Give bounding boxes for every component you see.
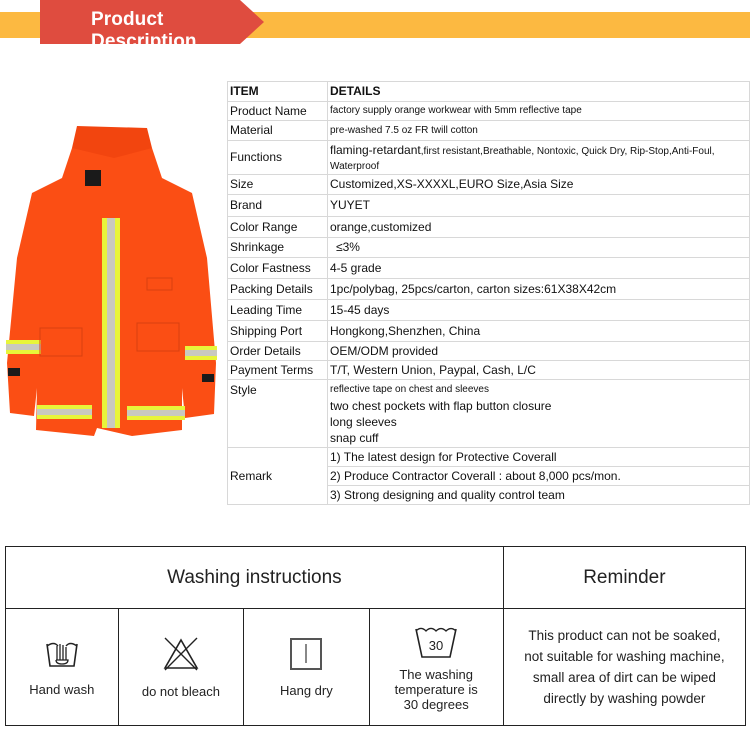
spec-value-line: reflective tape on chest and sleeves [330, 383, 489, 395]
washing-table [5, 546, 746, 726]
spec-row [228, 279, 750, 300]
spec-row [228, 321, 750, 342]
spec-key: Order Details [228, 342, 328, 361]
wash-label: do not bleach [141, 683, 220, 699]
spec-value: pre-washed 7.5 oz FR twill cotton [328, 121, 750, 141]
product-jacket-image [2, 118, 222, 448]
spec-value: Hongkong,Shenzhen, China [328, 321, 750, 342]
do-not-bleach-icon [161, 636, 201, 672]
svg-text:30: 30 [428, 637, 444, 653]
reminder-line: small area of dirt can be wiped [532, 670, 716, 685]
spec-key: Brand [228, 195, 328, 217]
spec-value-line: 3) Strong designing and quality control team [328, 486, 750, 505]
spec-key: Leading Time [228, 300, 328, 321]
reminder-line: not suitable for washing machine, [524, 649, 725, 664]
section-title: Product Description [91, 9, 197, 52]
spec-value: 15-45 days [328, 300, 750, 321]
spec-header-item: ITEM [228, 82, 328, 102]
spec-value: factory supply orange workwear with 5mm reflective tape [328, 102, 750, 121]
reminder-line: This product can not be soaked, [528, 628, 721, 643]
spec-row [228, 448, 750, 467]
spec-value-line2: Waterproof [330, 160, 380, 172]
spec-row [228, 217, 750, 238]
wash-item-30-degrees [369, 609, 503, 726]
spec-value-line: two chest pockets with flap button closure [330, 398, 552, 413]
spec-key: Product Name [228, 102, 328, 121]
spec-row [228, 342, 750, 361]
spec-value-lead: flaming-retardant [330, 142, 421, 157]
spec-value: YUYET [328, 195, 750, 217]
spec-row [228, 175, 750, 195]
wash-label: Hand wash [29, 681, 95, 697]
spec-row [228, 195, 750, 217]
spec-key: Material [228, 121, 328, 141]
spec-value-line: snap cuff [330, 430, 379, 445]
reminder-line: directly by washing powder [543, 691, 706, 706]
spec-value: orange,customized [328, 217, 750, 238]
reminder-text [503, 609, 745, 726]
spec-key: Shipping Port [228, 321, 328, 342]
spec-key: Color Fastness [228, 258, 328, 279]
spec-key: Packing Details [228, 279, 328, 300]
spec-value: 1pc/polybag, 25pcs/carton, carton sizes:61X38X42cm [328, 279, 750, 300]
spec-value-line: long sleeves [330, 414, 397, 429]
spec-value [328, 141, 750, 175]
spec-row [228, 238, 750, 258]
wash-30-icon [413, 623, 459, 661]
spec-value-rest: ,first resistant,Breathable, Nontoxic, Quick Dry, Rip-Stop,Anti-Foul, [420, 145, 715, 157]
spec-value: T/T, Western Union, Paypal, Cash, L/C [328, 361, 750, 380]
spec-row [228, 300, 750, 321]
spec-row [228, 102, 750, 121]
spec-row [228, 380, 750, 448]
spec-value: OEM/ODM provided [328, 342, 750, 361]
wash-label: The washing temperature is 30 degrees [394, 666, 478, 712]
spec-row [228, 361, 750, 380]
wash-item-hang-dry [244, 609, 369, 726]
spec-key: Payment Terms [228, 361, 328, 380]
spec-header-row [228, 82, 750, 102]
spec-value: 4-5 grade [328, 258, 750, 279]
washing-title: Washing instructions [6, 547, 504, 609]
spec-table [227, 81, 750, 505]
spec-value-line: 2) Produce Contractor Coverall : about 8,000 pcs/mon. [328, 467, 750, 486]
spec-value: Customized,XS-XXXXL,EURO Size,Asia Size [328, 175, 750, 195]
spec-value: ≤3% [328, 238, 750, 258]
wash-label: Hang dry [279, 682, 333, 698]
spec-value-line: 1) The latest design for Protective Coverall [328, 448, 750, 467]
hang-dry-icon [289, 637, 323, 671]
wash-item-hand-wash [6, 609, 119, 726]
spec-value [328, 380, 750, 448]
spec-key: Style [228, 380, 328, 448]
spec-key: Color Range [228, 217, 328, 238]
spec-row [228, 121, 750, 141]
spec-key: Remark [228, 448, 328, 505]
spec-key: Shrinkage [228, 238, 328, 258]
hand-wash-icon [44, 638, 80, 670]
spec-row [228, 141, 750, 175]
spec-key: Functions [228, 141, 328, 175]
section-banner-tag [40, 0, 240, 52]
reminder-title: Reminder [503, 547, 745, 609]
spec-row [228, 258, 750, 279]
spec-header-details: DETAILS [328, 82, 750, 102]
spec-key: Size [228, 175, 328, 195]
wash-item-do-not-bleach [118, 609, 244, 726]
